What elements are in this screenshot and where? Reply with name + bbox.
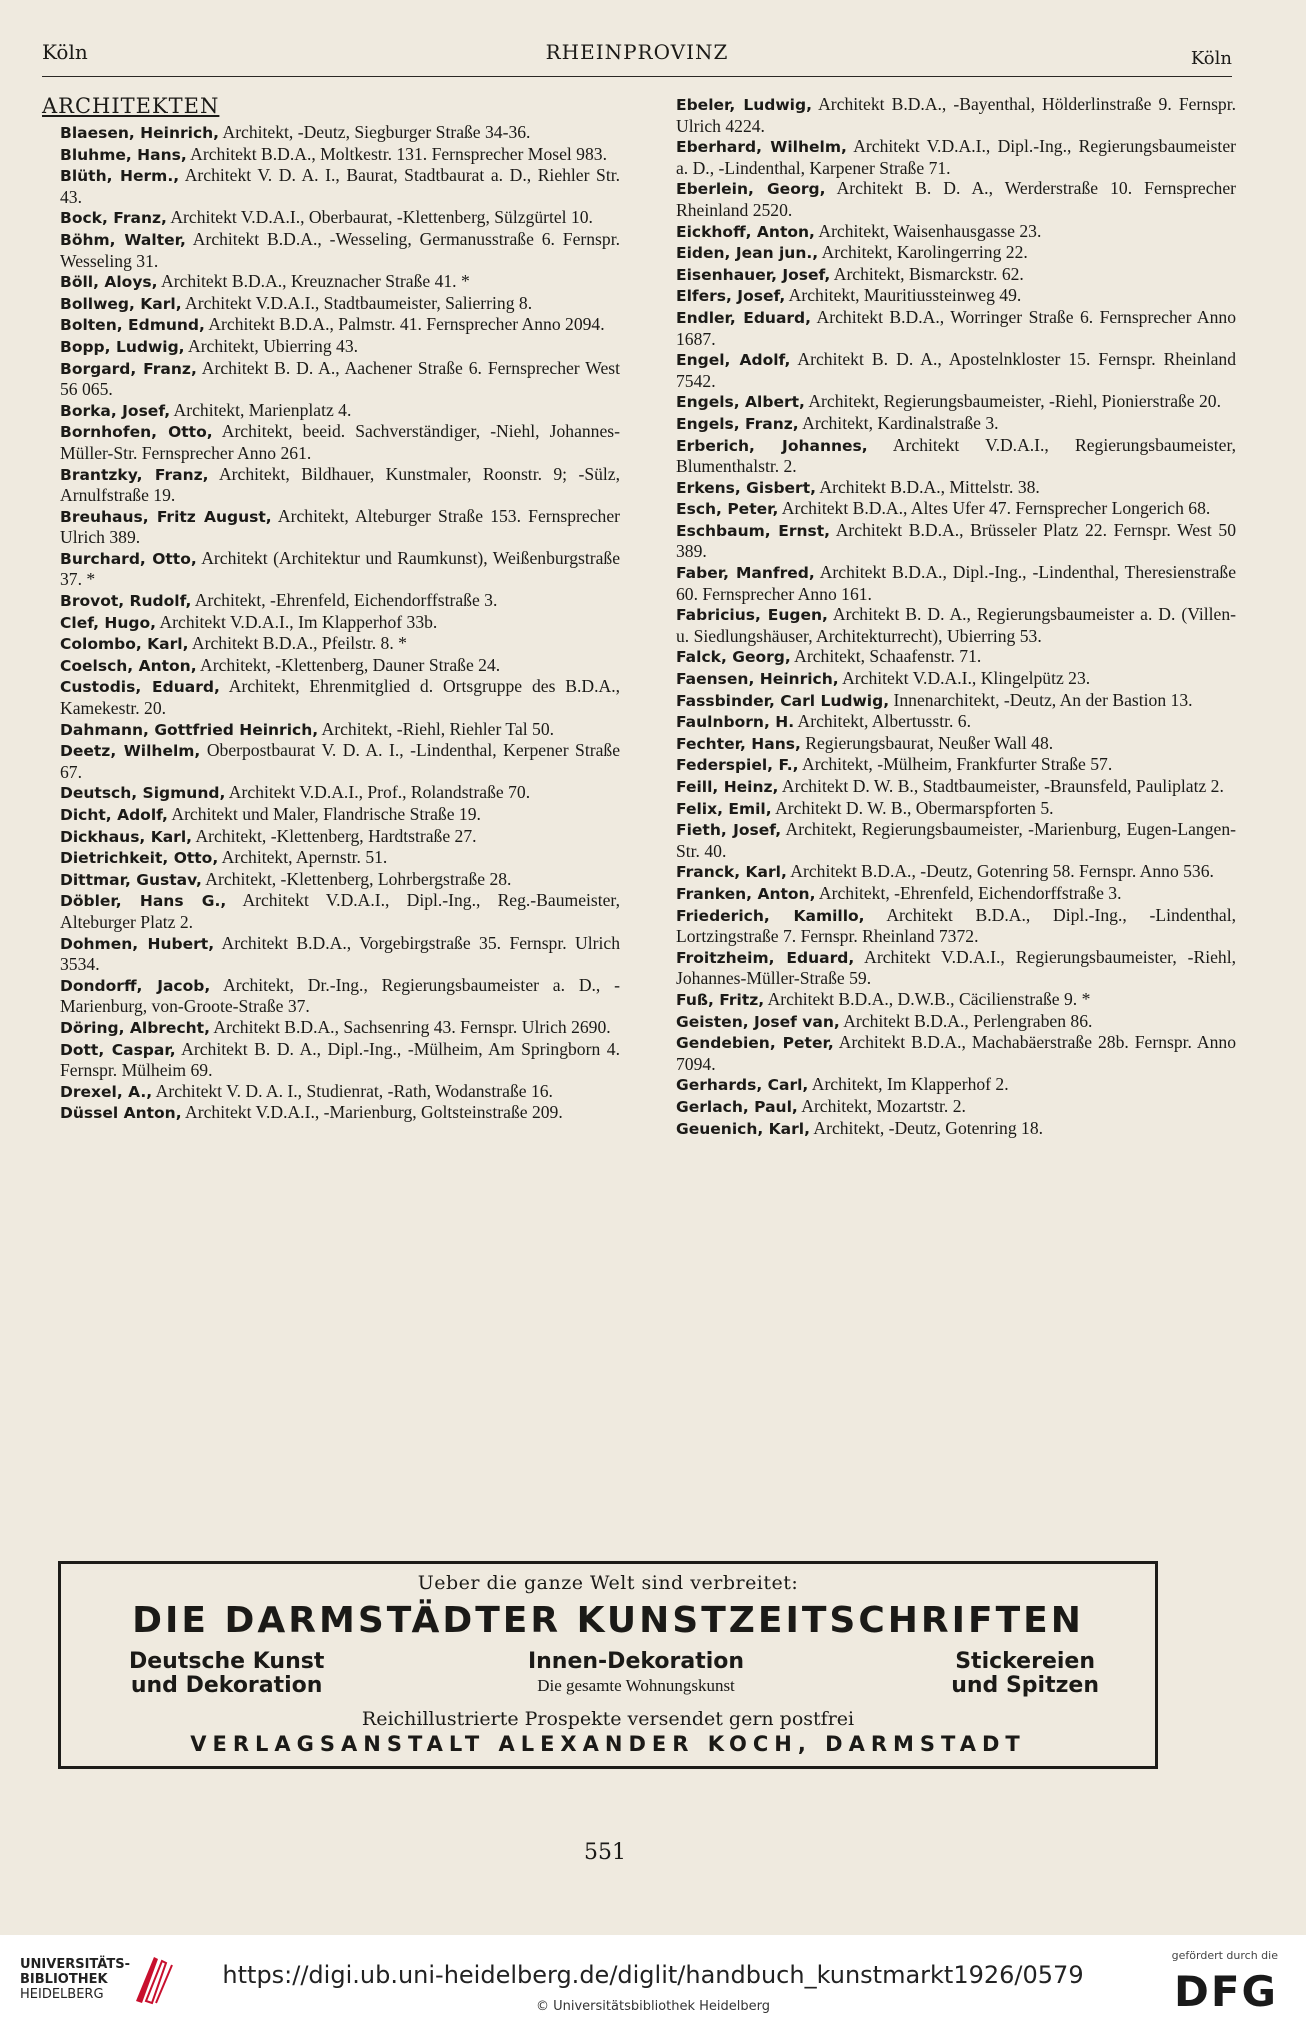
entry-name: Fabricius, Eugen, [676,606,828,625]
directory-entry [60,590,620,612]
entry-name: Burchard, Otto, [60,549,197,568]
dfg-logo[interactable]: DFG [1173,1967,1278,2016]
entry-name: Eisenhauer, Josef, [676,265,831,284]
entry-name: Brovot, Rudolf, [60,592,192,611]
directory-entry [60,847,620,869]
entry-details: Architekt B. D. A., Dipl.-Ing., -Mülheim, Am Springborn 4. Fernspr. Mülheim 69. [60,1038,620,1081]
entry-name: Faensen, Heinrich, [676,670,839,689]
entry-name: Deutsch, Sigmund, [60,784,226,803]
entry-name: Böll, Aloys, [60,273,158,292]
directory-entry [60,782,620,804]
entry-name: Engels, Albert, [676,393,805,412]
entry-name: Döbler, Hans G., [60,892,227,911]
directory-entry [676,391,1236,413]
entry-details: Architekt, Dr.-Ing., Regierungsbaumeister a. D., -Marienburg, von-Groote-Straße 37. [60,974,621,1017]
directory-entry [60,165,620,207]
directory-entry [676,1074,1236,1096]
directory-entry [676,349,1236,391]
entry-name: Gerhards, Carl, [676,1076,809,1095]
entry-details: Architekt, -Mülheim, Frankfurter Straße 57. [798,754,1113,775]
entry-details: Architekt, Bismarckstr. 62. [830,263,1024,284]
entry-name: Düssel Anton, [60,1104,182,1123]
ad-col2-line2: Die gesamte Wohnungskunst [537,1676,735,1695]
directory-entry [676,883,1236,905]
entry-details: Architekt, -Deutz, Gotenring 18. [809,1117,1044,1138]
funding-note: gefördert durch die [1171,1949,1278,1962]
directory-entry [60,655,620,677]
entry-name: Friederich, Kamillo, [676,906,865,925]
directory-entry [60,464,620,506]
ad-publisher-line: VERLAGSANSTALT ALEXANDER KOCH, DARMSTADT [190,1732,1026,1756]
entry-details: Architekt, -Klettenberg, Lohrbergstraße 28. [201,868,512,889]
directory-entry [676,435,1236,477]
entry-name: Faber, Manfred, [676,564,815,583]
left-entry-list [60,122,620,1124]
entry-details: Architekt, Schaafenstr. 71. [790,646,982,667]
entry-name: Federspiel, F., [676,756,799,775]
directory-entry [60,122,620,144]
entry-name: Eickhoff, Anton, [676,222,815,241]
entry-name: Breuhaus, Fritz August, [60,507,272,526]
directory-entry [60,314,620,336]
entry-name: Fassbinder, Carl Ludwig, [676,691,890,710]
directory-entry [676,498,1236,520]
right-entry-list [676,94,1236,1139]
ad-col1-line1: Deutsche Kunst [129,1649,325,1674]
entry-details: Architekt V. D. A. I., Baurat, Stadtbaurat a. D., Riehler Str. 43. [60,165,620,207]
directory-entry [60,1102,620,1124]
entry-details: Architekt, Kardinalstraße 3. [798,412,999,433]
entry-name: Engels, Franz, [676,414,799,433]
entry-details: Architekt, beeid. Sachverständiger, -Niehl, Johannes-Müller-Str. Fernsprecher Anno 261. [60,421,620,463]
entry-details: Architekt V.D.A.I., Regierungsbaumeister, -Riehl, Johannes-Müller-Straße 59. [676,946,1236,989]
running-head-right: Köln [1190,48,1232,69]
section-heading: ARCHITEKTEN [42,94,220,118]
entry-name: Coelsch, Anton, [60,656,197,675]
directory-entry [676,711,1236,733]
permalink-url[interactable]: https://digi.ub.uni-heidelberg.de/diglit/handbuch_kunstmarkt1926/0579 [222,1961,1084,1989]
entry-details: Architekt B.D.A., Moltkestr. 131. Fernsprecher Mosel 983. [186,143,607,164]
entry-name: Erkens, Gisbert, [676,478,816,497]
directory-entry [60,271,620,293]
entry-details: Architekt V.D.A.I., Dipl.-Ing., Regierungsbaumeister a. D., -Lindenthal, Karpener Straße 71. [676,136,1236,178]
directory-entry [676,413,1236,435]
entry-details: Architekt, Ubierring 43. [184,335,359,356]
entry-details: Architekt B.D.A., Brüsseler Platz 22. Fernspr. West 50 389. [676,519,1236,562]
entry-name: Bopp, Ludwig, [60,337,185,356]
directory-entry [676,905,1236,947]
directory-entry [676,520,1236,562]
entry-name: Bock, Franz, [60,209,167,228]
entry-details: Architekt B.D.A., Dipl.-Ing., -Lindenthal, Theresienstraße 60. Fernsprecher Anno 161. [676,562,1236,604]
entry-details: Architekt und Maler, Flandrische Straße 19. [167,804,481,824]
entry-name: Falck, Georg, [676,648,791,667]
directory-entry [676,242,1236,264]
copyright-notice: © Universitätsbibliothek Heidelberg [535,1999,770,2014]
directory-entry [676,94,1236,136]
directory-entry [676,668,1236,690]
entry-name: Bluhme, Hans, [60,145,187,164]
entry-details: Architekt B.D.A., -Deutz, Gotenring 58. Fernspr. Anno 536. [786,861,1214,882]
entry-name: Dott, Caspar, [60,1040,176,1059]
entry-name: Fuß, Fritz, [676,990,765,1009]
directory-entry [60,229,620,271]
directory-entry [60,975,620,1017]
directory-entry [676,136,1236,178]
entry-name: Eschbaum, Ernst, [676,521,831,540]
entry-details: Architekt B.D.A., -Wesseling, Germanusstraße 6. Fernspr. Wesseling 31. [60,228,620,271]
entry-name: Geisten, Josef van, [676,1012,840,1031]
entry-details: Architekt, Regierungsbaumeister, -Marienburg, Eugen-Langen-Str. 40. [676,819,1236,861]
entry-name: Borka, Josef, [60,401,171,420]
entry-name: Bolten, Edmund, [60,316,205,335]
entry-details: Innenarchitekt, -Deutz, An der Bastion 13. [889,689,1193,710]
entry-name: Franken, Anton, [676,884,816,903]
entry-details: Architekt V. D. A. I., Studienrat, -Rath, Wodanstraße 16. [152,1080,553,1101]
entry-details: Architekt, -Ehrenfeld, Eichendorffstraße 3. [191,590,498,611]
directory-entry [60,804,620,826]
entry-name: Elfers, Josef, [676,287,786,306]
entry-details: Architekt V.D.A.I., Dipl.-Ing., Reg.-Baumeister, Alteburger Platz 2. [60,890,620,932]
directory-entry [60,1081,620,1103]
directory-entry [60,1017,620,1039]
entry-details: Architekt V.D.A.I., Oberbaurat, -Klettenberg, Sülzgürtel 10. [166,207,593,228]
entry-details: Architekt, -Riehl, Riehler Tal 50. [318,718,555,739]
entry-name: Colombo, Karl, [60,635,189,654]
directory-entry [60,826,620,848]
directory-entry [60,144,620,166]
entry-name: Bollweg, Karl, [60,294,182,313]
entry-name: Eberhard, Wilhelm, [676,138,847,157]
entry-details: Architekt, Albertusstr. 6. [794,711,971,732]
directory-entry [676,947,1236,989]
entry-details: Architekt, -Klettenberg, Hardtstraße 27. [192,825,477,846]
entry-details: Architekt (Architektur und Raumkunst), Weißenburgstraße 37. * [60,547,621,590]
entry-details: Architekt, Regierungsbaumeister, -Riehl, Pionierstraße 20. [804,391,1221,412]
directory-entry [676,754,1236,776]
entry-name: Eberlein, Georg, [676,180,826,199]
directory-entry [60,676,620,718]
entry-details: Architekt B.D.A., Machabäerstraße 28b. Fernspr. Anno 7094. [676,1032,1237,1074]
entry-name: Brantzky, Franz, [60,465,209,484]
ad-col1-line2: und Dekoration [130,1673,323,1698]
directory-entry [676,178,1236,220]
running-head-center: RHEINPROVINZ [545,40,729,64]
left-column [42,94,621,1124]
entry-details: Architekt B. D. A., Werderstraße 10. Fernsprecher Rheinland 2520. [676,178,1237,220]
entry-details: Architekt, Bildhauer, Kunstmaler, Roonstr. 9; -Sülz, Arnulfstraße 19. [60,463,620,506]
directory-entry [60,740,620,782]
directory-entry [60,336,620,358]
entry-details: Architekt, Karolingerring 22. [818,242,1028,263]
directory-entry [60,548,620,590]
entry-details: Architekt B.D.A., Worringer Straße 6. Fernsprecher Anno 1687. [676,306,1236,349]
directory-entry [676,646,1236,668]
entry-details: Architekt B.D.A., Sachsenring 43. Fernspr. Ulrich 2690. [209,1016,611,1037]
entry-name: Geuenich, Karl, [676,1119,810,1138]
entry-name: Bornhofen, Otto, [60,423,213,442]
entry-details: Architekt B.D.A., Altes Ufer 47. Fernsprecher Longerich 68. [778,498,1211,519]
entry-name: Ebeler, Ludwig, [676,96,812,114]
entry-name: Dickhaus, Karl, [60,827,193,846]
entry-name: Dahmann, Gottfried Heinrich, [60,720,319,739]
directory-entry [60,207,620,229]
entry-details: Architekt, Ehrenmitglied d. Ortsgruppe des B.D.A., Kamekestr. 20. [60,676,621,719]
directory-entry [60,890,620,932]
directory-entry [676,819,1236,861]
entry-name: Felix, Emil, [676,799,772,818]
entry-name: Dohmen, Hubert, [60,934,215,953]
directory-entry [676,604,1236,646]
uni-logo-line3: HEIDELBERG [20,1987,104,2002]
directory-entry [676,1032,1236,1074]
directory-entry [676,477,1236,499]
directory-entry [676,264,1236,286]
entry-details: Architekt V.D.A.I., Regierungsbaumeister, Blumenthalstr. 2. [676,434,1236,477]
entry-name: Feill, Heinz, [676,778,779,796]
entry-name: Gerlach, Paul, [676,1097,798,1116]
directory-entry [676,285,1236,307]
entry-details: Architekt D. W. B., Stadtbaumeister, -Braunsfeld, Pauliplatz 2. [778,776,1224,796]
directory-entry [60,719,620,741]
entry-name: Clef, Hugo, [60,613,157,632]
directory-entry [676,733,1236,755]
directory-entry [676,1096,1236,1118]
directory-entry [676,307,1236,349]
entry-name: Deetz, Wilhelm, [60,742,201,761]
entry-details: Architekt, Mozartstr. 2. [797,1095,966,1116]
entry-name: Dietrichkeit, Otto, [60,849,219,868]
entry-details: Architekt V.D.A.I., Im Klapperhof 33b. [156,611,438,632]
entry-details: Architekt, -Deutz, Siegburger Straße 34-36. [219,122,531,142]
entry-name: Böhm, Walter, [60,230,186,249]
ad-column-2 [501,1650,771,1698]
directory-entry [676,989,1236,1011]
ad-col3-line1: Stickereien [955,1649,1096,1674]
ad-column-1 [129,1650,324,1698]
entry-name: Custodis, Eduard, [60,678,220,697]
directory-entry [676,1011,1236,1033]
entry-name: Blüth, Herm., [60,167,180,186]
entry-details: Architekt, Im Klapperhof 2. [808,1074,1009,1095]
entry-name: Fechter, Hans, [676,734,801,753]
entry-name: Drexel, A., [60,1082,153,1101]
entry-name: Fieth, Josef, [676,821,782,840]
entry-name: Blaesen, Heinrich, [60,124,220,142]
entry-details: Architekt B.D.A., Dipl.-Ing., -Lindenthal, Lortzingstraße 7. Fernspr. Rheinland 7372. [676,904,1236,947]
directory-entry [676,776,1236,798]
directory-entry [60,869,620,891]
entry-name: Döring, Albrecht, [60,1018,210,1037]
entry-name: Engel, Adolf, [676,351,791,370]
entry-name: Dittmar, Gustav, [60,870,202,889]
advertisement [58,1561,1158,1769]
directory-entry [676,798,1236,820]
directory-entry [676,861,1236,883]
running-head [42,40,1232,77]
entry-details: Architekt, Mauritiussteinweg 49. [785,285,1022,306]
uni-logo-line2: BIBLIOTHEK [20,1972,108,1987]
entry-details: Architekt, Apernstr. 51. [218,847,388,868]
directory-entry [60,933,620,975]
right-column [676,94,1236,1139]
entry-details: Regierungsbaurat, Neußer Wall 48. [800,732,1054,753]
entry-details: Architekt B. D. A., Regierungsbaumeister a. D. (Villen- u. Siedlungshäuser, Architekturrecht), Ubierring 53. [676,604,1236,646]
entry-details: Architekt, -Klettenberg, Dauner Straße 24. [196,654,501,675]
entry-details: Architekt B. D. A., Apostelnkloster 15. Fernspr. Rheinland 7542. [676,349,1236,391]
entry-details: Architekt V.D.A.I., Klingelpütz 23. [838,668,1091,689]
entry-details: Architekt B.D.A., Palmstr. 41. Fernsprecher Anno 2094. [204,314,605,335]
entry-details: Architekt B.D.A., Perlengraben 86. [839,1010,1093,1031]
entry-name: Esch, Peter, [676,500,779,519]
directory-entry [676,562,1236,604]
directory-entry [60,421,620,463]
entry-details: Architekt, Alteburger Straße 153. Fernsprecher Ulrich 389. [60,505,621,548]
directory-entry [60,358,620,400]
entry-details: Architekt B.D.A., Kreuznacher Straße 41. * [157,271,470,292]
entry-details: Architekt B.D.A., -Bayenthal, Hölderlinstraße 9. Fernspr. Ulrich 4224. [676,94,1236,136]
ad-column-3 [951,1650,1099,1698]
ad-top-line: Ueber die ganze Welt sind verbreitet: [417,1572,799,1594]
ad-title: DIE DARMSTÄDTER KUNSTZEITSCHRIFTEN [132,1600,1084,1641]
entry-name: Dicht, Adolf, [60,806,168,824]
entry-details: Architekt B.D.A., Pfeilstr. 8. * [188,633,407,654]
uni-logo-line1: UNIVERSITÄTS- [20,1957,130,1972]
entry-name: Froitzheim, Eduard, [676,948,855,967]
ad-prospect-line: Reichillustrierte Prospekte versendet gern postfrei [361,1708,855,1730]
entry-details: Architekt B.D.A., Vorgebirgstraße 35. Fernspr. Ulrich 3534. [60,932,621,975]
directory-entry [676,221,1236,243]
entry-name: Dondorff, Jacob, [60,976,211,995]
entry-details: Architekt D. W. B., Obermarspforten 5. [771,797,1054,818]
entry-details: Architekt, -Ehrenfeld, Eichendorffstraße 3. [815,882,1122,903]
page-number: 551 [584,1840,626,1865]
entry-name: Erberich, Johannes, [676,436,868,455]
directory-entry [60,612,620,634]
directory-entry [60,1039,620,1081]
entry-details: Architekt V.D.A.I., -Marienburg, Goltsteinstraße 209. [181,1102,563,1123]
entry-details: Architekt B. D. A., Aachener Straße 6. Fernsprecher West 56 065. [60,357,620,400]
entry-details: Architekt, Marienplatz 4. [170,399,352,420]
directory-entry [676,1118,1236,1140]
entry-name: Borgard, Franz, [60,359,197,378]
entry-name: Endler, Eduard, [676,308,812,327]
ad-col3-line2: und Spitzen [951,1673,1099,1698]
entry-details: Architekt V.D.A.I., Stadtbaumeister, Salierring 8. [181,292,533,313]
entry-details: Architekt B.D.A., Mittelstr. 38. [816,476,1040,497]
entry-name: Gendebien, Peter, [676,1034,834,1053]
entry-details: Oberpostbaurat V. D. A. I., -Lindenthal, Kerpener Straße 67. [60,740,620,782]
ad-col2-line1: Innen-Dekoration [527,1649,745,1674]
directory-entry [60,633,620,655]
directory-entry [60,293,620,315]
directory-entry [60,400,620,422]
footer-bar [0,1935,1306,2027]
entry-name: Faulnborn, H. [676,713,795,732]
entry-name: Eiden, Jean jun., [676,244,819,263]
directory-entry [60,506,620,548]
entry-details: Architekt, Waisenhausgasse 23. [814,220,1042,241]
entry-name: Franck, Karl, [676,863,787,882]
directory-entry [676,690,1236,712]
entry-details: Architekt B.D.A., D.W.B., Cäcilienstraße 9. * [764,988,1091,1009]
running-head-left: Köln [42,40,88,64]
entry-details: Architekt V.D.A.I., Prof., Rolandstraße 70. [225,782,531,803]
